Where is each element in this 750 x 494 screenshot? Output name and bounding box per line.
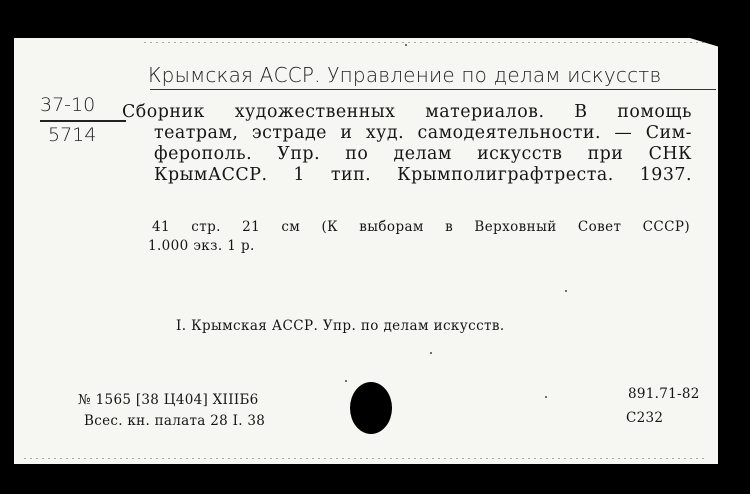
- description-line: театрам, эстраде и худ. самодеятельности. — Сим-: [154, 123, 692, 143]
- speck: [545, 396, 547, 398]
- physical-description: [148, 218, 690, 256]
- description-line: ферополь. Упр. по делам искусств при СНК: [154, 144, 692, 164]
- speck: [565, 290, 567, 292]
- chamber-stamp: Всес. кн. палата 28 I. 38: [84, 413, 266, 429]
- subject-tracing: I. Крымская АССР. Упр. по делам искусств.: [176, 318, 505, 334]
- call-number: 5714: [48, 124, 97, 146]
- speck: [405, 44, 407, 46]
- author-mark: С232: [626, 410, 664, 426]
- notes-line: 1.000 экз. 1 р.: [148, 238, 255, 254]
- registration-number: № 1565 [38 Ц404] XIIIБ6: [78, 392, 259, 408]
- card-heading: Крымская АССР. Управление по делам искусств: [148, 63, 662, 87]
- speck: [345, 380, 347, 382]
- punch-hole: [350, 382, 392, 434]
- heading-underline: [150, 89, 716, 90]
- speck: [430, 352, 432, 354]
- shelf-mark-divider: [40, 120, 126, 122]
- shelf-mark: 37-10: [40, 94, 96, 116]
- classification-code: 891.71-82: [628, 386, 700, 402]
- notes-line: 41 стр. 21 см (К выборам в Верховный Совет СССР): [152, 219, 690, 235]
- description-line: КрымАССР. 1 тип. Крымполиграфтреста. 1937.: [154, 165, 692, 185]
- bibliographic-description: [122, 102, 692, 186]
- description-line: Сборник художественных материалов. В помощь: [122, 102, 692, 122]
